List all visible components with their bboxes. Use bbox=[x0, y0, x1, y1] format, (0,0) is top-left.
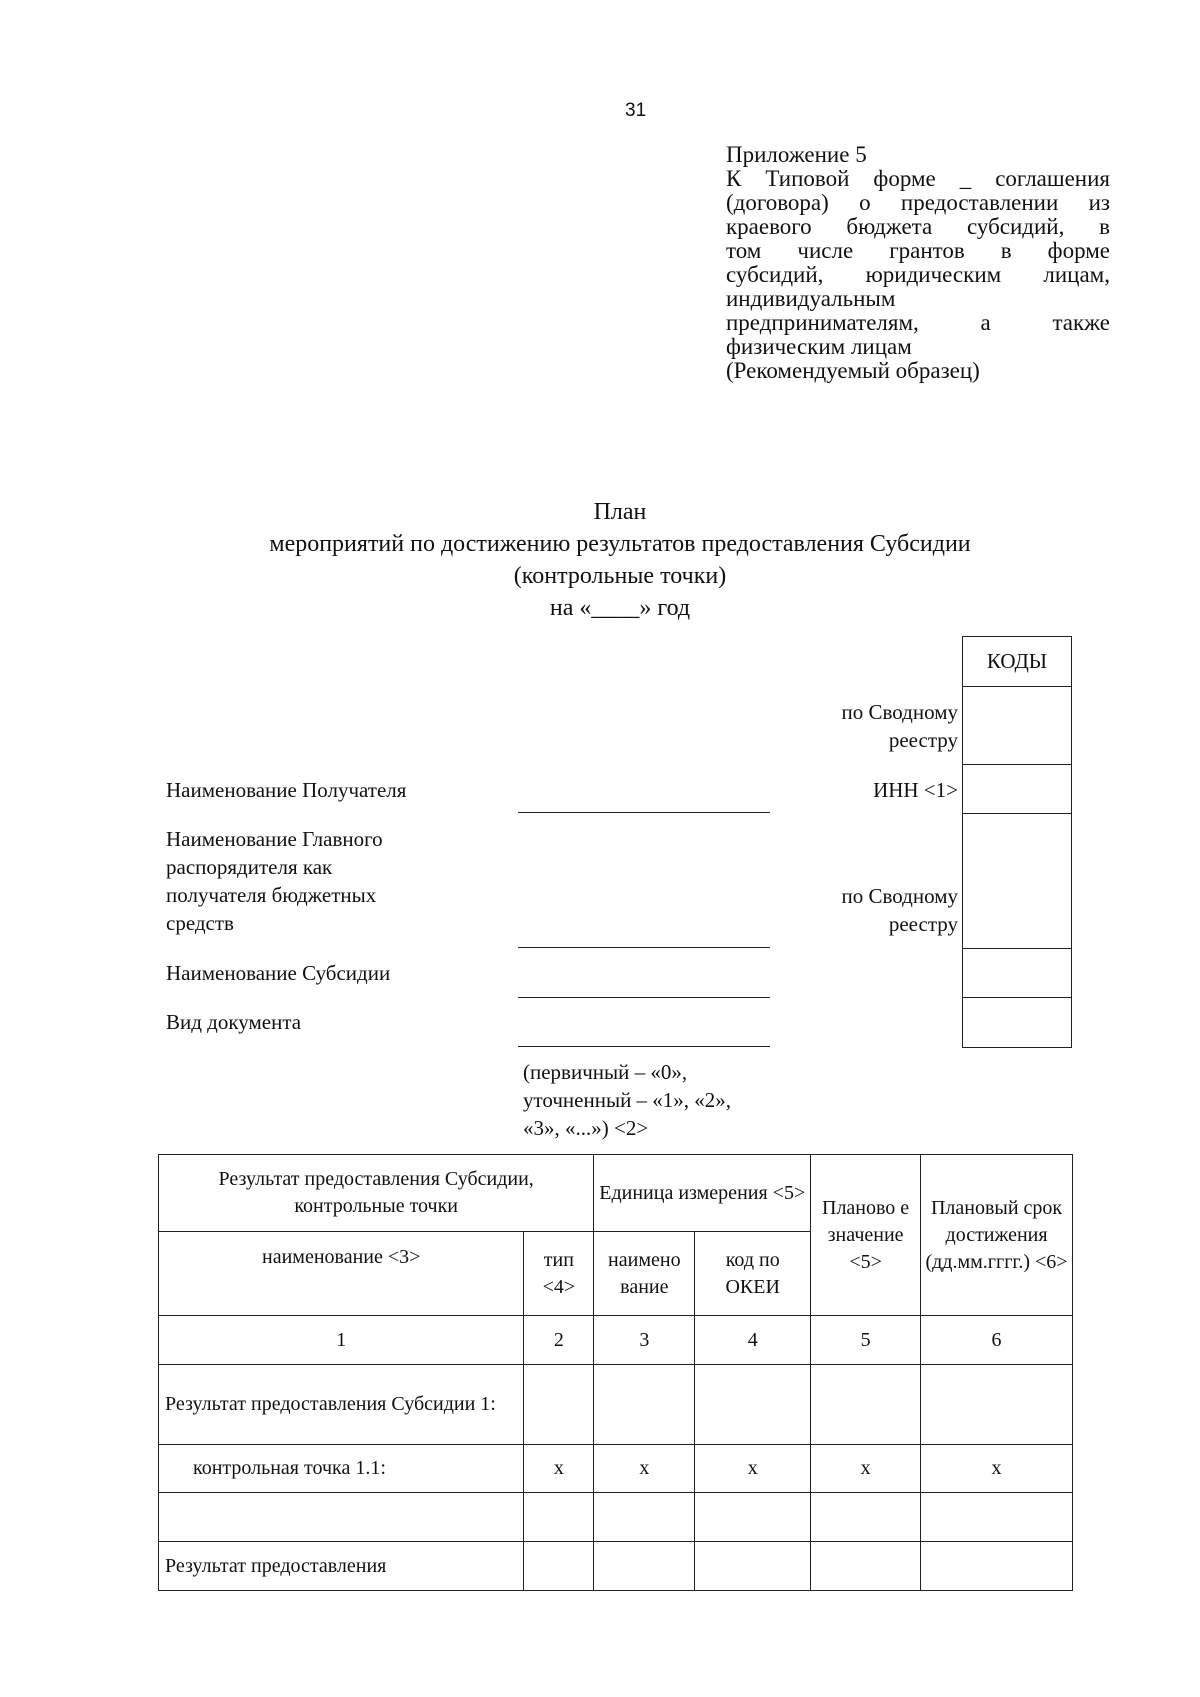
table-row bbox=[159, 1542, 1073, 1591]
appendix-line: (Рекомендуемый образец) bbox=[726, 358, 980, 383]
chief-manager-label: Наименование Главного распорядителя как получателя бюджетных средств bbox=[166, 827, 383, 935]
table-cell[interactable] bbox=[695, 1542, 811, 1591]
table-cell[interactable] bbox=[921, 1542, 1073, 1591]
header-unit-name: наимено вание bbox=[594, 1232, 695, 1316]
inn-label: ИНН <1> bbox=[873, 778, 958, 802]
appendix-line: предпринимателям, а также bbox=[726, 310, 1110, 335]
appendix-line: физическим лицам bbox=[726, 334, 912, 359]
header-name: наименование <3> bbox=[159, 1232, 524, 1316]
column-number: 2 bbox=[524, 1316, 594, 1365]
table-cell[interactable] bbox=[695, 1365, 811, 1445]
code-cell-inn[interactable] bbox=[963, 765, 1072, 814]
row-label: Результат предоставления Субсидии 1: bbox=[159, 1365, 524, 1445]
title-line: на «____» год bbox=[549, 595, 691, 621]
appendix-line: краевого бюджета субсидий, в bbox=[726, 214, 1110, 239]
appendix-line: Приложение 5 bbox=[726, 142, 867, 167]
row-label: контрольная точка 1.1: bbox=[159, 1445, 524, 1493]
column-numbers-row bbox=[159, 1316, 1073, 1365]
title-line: План bbox=[593, 499, 647, 525]
appendix-line: том числе грантов в форме bbox=[726, 238, 1110, 263]
row-label: Результат предоставления bbox=[159, 1542, 524, 1591]
table-cell[interactable]: x bbox=[695, 1445, 811, 1493]
page-number: 31 bbox=[625, 100, 647, 121]
table-cell[interactable] bbox=[524, 1493, 594, 1542]
code-cell-document-type[interactable] bbox=[963, 998, 1072, 1048]
appendix-line: К Типовой форме _ соглашения bbox=[726, 166, 1110, 191]
codes-header: КОДЫ bbox=[963, 637, 1072, 687]
title-line: (контрольные точки) bbox=[513, 563, 727, 589]
subsidy-name-field[interactable] bbox=[518, 997, 770, 998]
chief-manager-field[interactable] bbox=[518, 947, 770, 948]
document-type-label: Вид документа bbox=[166, 1010, 302, 1034]
table-cell[interactable] bbox=[594, 1542, 695, 1591]
row-label bbox=[159, 1493, 524, 1542]
table-cell[interactable]: x bbox=[921, 1445, 1073, 1493]
table-cell[interactable] bbox=[921, 1493, 1073, 1542]
codes-table bbox=[962, 636, 1072, 1048]
table-cell[interactable]: x bbox=[811, 1445, 921, 1493]
column-number: 4 bbox=[695, 1316, 811, 1365]
header-type: тип <4> bbox=[524, 1232, 594, 1316]
column-number: 1 bbox=[159, 1316, 524, 1365]
recipient-name-field[interactable] bbox=[518, 812, 770, 813]
table-cell[interactable] bbox=[594, 1365, 695, 1445]
table-row bbox=[159, 1365, 1073, 1445]
appendix-line: субсидий, юридическим лицам, bbox=[726, 262, 1110, 287]
header-planned-value: Планово е значение <5> bbox=[811, 1155, 921, 1316]
code-cell-subsidy[interactable] bbox=[963, 949, 1072, 998]
code-cell-registry-1[interactable] bbox=[963, 687, 1072, 765]
results-table bbox=[158, 1154, 1073, 1591]
table-cell[interactable] bbox=[594, 1493, 695, 1542]
header-okei: код по ОКЕИ bbox=[695, 1232, 811, 1316]
table-cell[interactable] bbox=[524, 1542, 594, 1591]
recipient-name-label: Наименование Получателя bbox=[166, 778, 407, 802]
table-cell[interactable] bbox=[811, 1542, 921, 1591]
column-number: 3 bbox=[594, 1316, 695, 1365]
by-registry-label-1: по Сводному реестру bbox=[841, 700, 958, 752]
header-unit-group: Единица измерения <5> bbox=[594, 1155, 811, 1232]
table-row bbox=[159, 1445, 1073, 1493]
appendix-header bbox=[726, 143, 1110, 383]
table-row bbox=[159, 1493, 1073, 1542]
subsidy-name-label: Наименование Субсидии bbox=[166, 961, 391, 985]
by-registry-label-2: по Сводному реестру bbox=[841, 884, 958, 936]
header-planned-date: Плановый срок достижения (дд.мм.гггг.) <6> bbox=[921, 1155, 1073, 1316]
table-cell[interactable] bbox=[695, 1493, 811, 1542]
table-cell[interactable]: x bbox=[594, 1445, 695, 1493]
column-number: 6 bbox=[921, 1316, 1073, 1365]
document-title bbox=[0, 496, 1200, 624]
table-cell[interactable] bbox=[524, 1365, 594, 1445]
appendix-line: (договора) о предоставлении из bbox=[726, 190, 1110, 215]
document-type-note: (первичный – «0», уточненный – «1», «2», «3», «...») <2> bbox=[523, 1060, 732, 1140]
title-line: мероприятий по достижению результатов предоставления Субсидии bbox=[269, 531, 971, 557]
appendix-line: индивидуальным bbox=[726, 286, 896, 311]
column-number: 5 bbox=[811, 1316, 921, 1365]
table-cell[interactable] bbox=[811, 1365, 921, 1445]
table-cell[interactable]: x bbox=[524, 1445, 594, 1493]
header-result-group: Результат предоставления Субсидии, контрольные точки bbox=[159, 1155, 594, 1232]
table-cell[interactable] bbox=[921, 1365, 1073, 1445]
document-type-field[interactable] bbox=[518, 1046, 770, 1047]
table-cell[interactable] bbox=[811, 1493, 921, 1542]
code-cell-registry-2[interactable] bbox=[963, 814, 1072, 949]
